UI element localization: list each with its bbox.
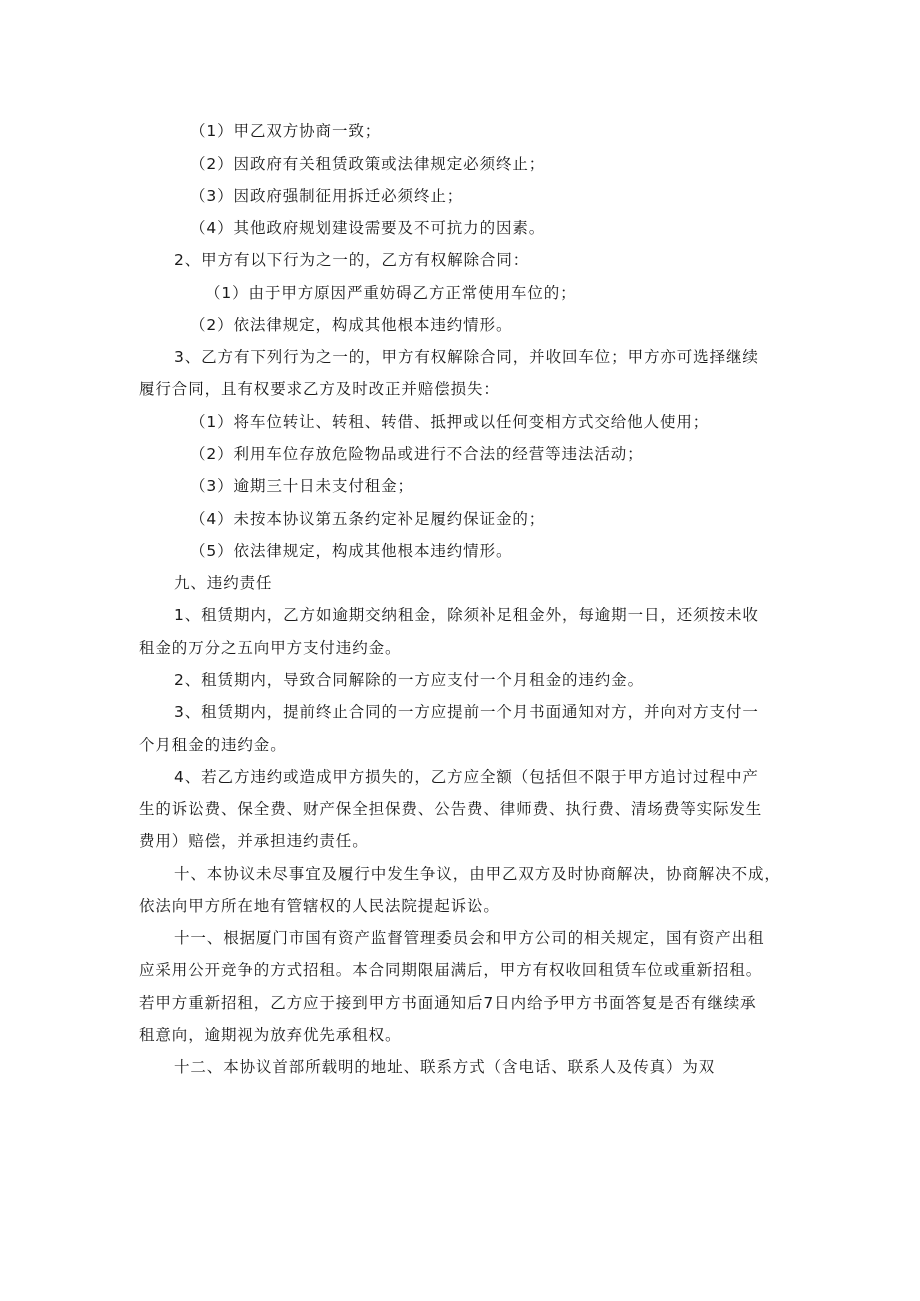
text-line: （2）利用车位存放危险物品或进行不合法的经营等违法活动；	[190, 445, 644, 463]
text-line: 租意向，逾期视为放弃优先承租权。	[139, 1026, 402, 1044]
text-line: 2、甲方有以下行为之一的，乙方有权解除合同：	[174, 251, 530, 269]
text-line: （5）依法律规定，构成其他根本违约情形。	[190, 542, 513, 560]
text-line: （4）未按本协议第五条约定补足履约保证金的；	[190, 510, 546, 528]
section-heading: 九、违约责任	[174, 574, 273, 592]
text-line: 十二、本协议首部所载明的地址、联系方式（含电话、联系人及传真）为双	[174, 1058, 716, 1076]
text-line: 2、租赁期内，导致合同解除的一方应支付一个月租金的违约金。	[174, 671, 644, 689]
text-line: 费用）赔偿，并承担违约责任。	[139, 832, 369, 850]
text-line: （3）因政府强制征用拆迁必须终止；	[190, 187, 464, 205]
text-line: （3）逾期三十日未支付租金；	[190, 477, 414, 495]
text-line: 生的诉讼费、保全费、财产保全担保费、公告费、律师费、执行费、清场费等实际发生	[139, 800, 763, 818]
text-line: （1）由于甲方原因严重妨碍乙方正常使用车位的；	[205, 284, 577, 302]
text-line: 4、若乙方违约或造成甲方损失的，乙方应全额（包括但不限于甲方追讨过程中产	[174, 768, 759, 786]
text-line: 1、租赁期内，乙方如逾期交纳租金，除须补足租金外，每逾期一日，还须按未收	[174, 606, 759, 624]
text-line: 若甲方重新招租，乙方应于接到甲方书面通知后7日内给予甲方书面答复是否有继续承	[139, 994, 757, 1012]
text-line: （1）甲乙双方协商一致；	[190, 122, 382, 140]
text-line: 依法向甲方所在地有管辖权的人民法院提起诉讼。	[139, 897, 500, 915]
text-line: （2）依法律规定，构成其他根本违约情形。	[190, 316, 513, 334]
text-line: （4）其他政府规划建设需要及不可抗力的因素。	[190, 219, 546, 237]
text-line: （2）因政府有关租赁政策或法律规定必须终止；	[190, 155, 546, 173]
text-line: 履行合同，且有权要求乙方及时改正并赔偿损失：	[139, 380, 500, 398]
text-line: 租金的万分之五向甲方支付违约金。	[139, 639, 402, 657]
text-line: 3、乙方有下列行为之一的，甲方有权解除合同，并收回车位；甲方亦可选择继续	[174, 348, 759, 366]
text-line: （1）将车位转让、转租、转借、抵押或以任何变相方式交给他人使用；	[190, 413, 710, 431]
text-line: 应采用公开竞争的方式招租。本合同期限届满后，甲方有权收回租赁车位或重新招租。	[139, 961, 763, 979]
text-line: 十一、根据厦门市国有资产监督管理委员会和甲方公司的相关规定，国有资产出租	[174, 929, 765, 947]
text-line: 十、本协议未尽事宜及履行中发生争议，由甲乙双方及时协商解决，协商解决不成，	[174, 865, 781, 883]
text-line: 3、租赁期内，提前终止合同的一方应提前一个月书面通知对方，并向对方支付一	[174, 703, 759, 721]
text-line: 个月租金的违约金。	[139, 736, 287, 754]
